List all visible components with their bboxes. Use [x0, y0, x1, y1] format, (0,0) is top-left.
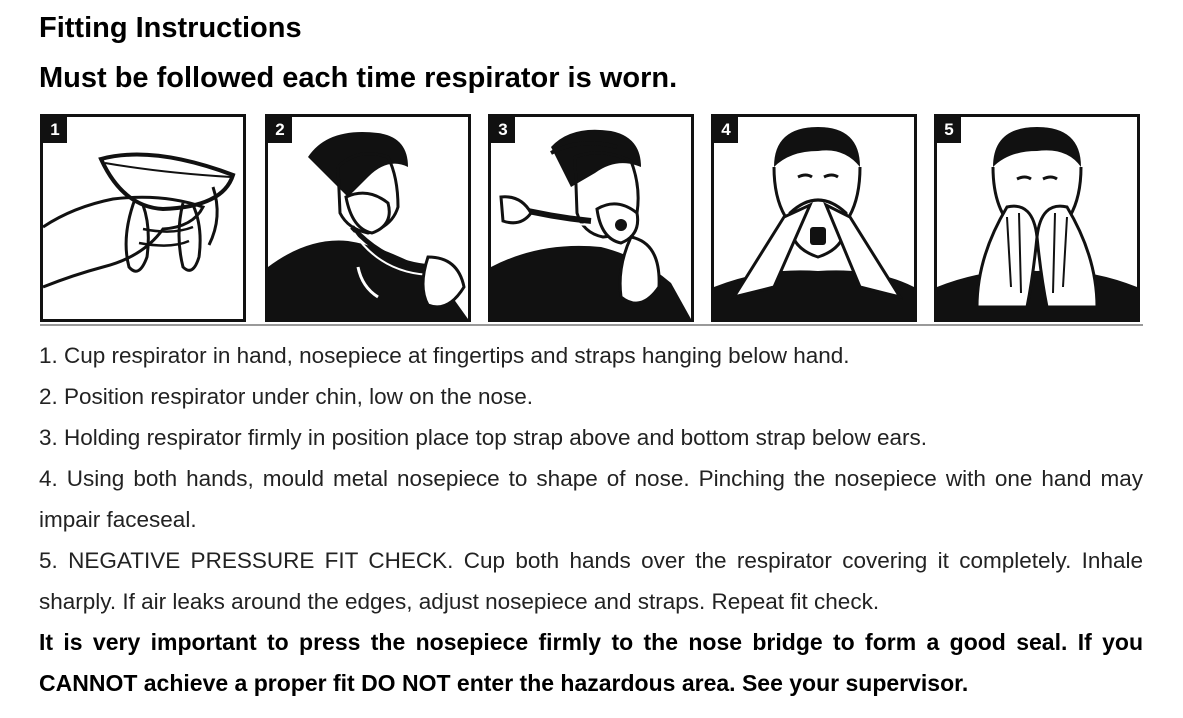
- step-2: 2. Position respirator under chin, low on the nose.: [39, 384, 534, 409]
- respirator-under-chin-illustration: [268, 117, 468, 319]
- page-title: Fitting Instructions: [39, 12, 302, 44]
- panel-number: 1: [43, 117, 67, 143]
- panel-number: 2: [268, 117, 292, 143]
- instructions: [39, 335, 1143, 704]
- panel-4: [711, 114, 917, 322]
- step-3: 3. Holding respirator firmly in position place top strap above and bottom strap below ears.: [39, 425, 927, 450]
- step-5: 5. NEGATIVE PRESSURE FIT CHECK. Cup both hands over the respirator covering it completely. Inhale sharply. If air leaks around the edges, adjust nosepiece and straps. Repeat fit check.: [39, 548, 1143, 614]
- divider: [40, 324, 1143, 326]
- panel-number: 5: [937, 117, 961, 143]
- panel-2: [265, 114, 471, 322]
- panel-5: [934, 114, 1140, 322]
- page-subtitle: Must be followed each time respirator is worn.: [39, 62, 678, 94]
- placing-straps-illustration: [491, 117, 691, 319]
- warning-text: It is very important to press the nosepiece firmly to the nose bridge to form a good seal. If you CANNOT achieve a proper fit DO NOT enter the hazardous area. See your supervisor.: [39, 629, 1143, 696]
- step-4: 4. Using both hands, mould metal nosepiece to shape of nose. Pinching the nosepiece with one hand may impair faceseal.: [39, 466, 1143, 532]
- illustration-strip: [40, 114, 1141, 328]
- panel-3: [488, 114, 694, 322]
- respirator-in-hand-illustration: [43, 117, 243, 319]
- step-1: 1. Cup respirator in hand, nosepiece at fingertips and straps hanging below hand.: [39, 343, 850, 368]
- mould-nosepiece-illustration: [714, 117, 914, 319]
- fit-check-illustration: [937, 117, 1137, 319]
- panel-1: [40, 114, 246, 322]
- panel-number: 4: [714, 117, 738, 143]
- panel-number: 3: [491, 117, 515, 143]
